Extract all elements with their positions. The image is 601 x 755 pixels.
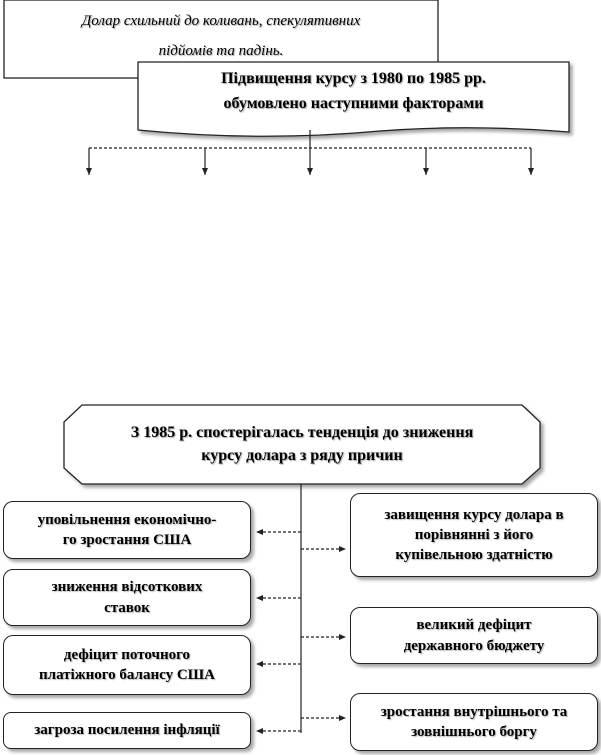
left-item-4 [3,712,251,749]
left-item-2 [3,569,251,626]
left-item-2-line-1: зниження відсоткових [51,579,203,596]
right-item-3-line-1: зростання внутрішнього та [380,703,568,720]
right-item-2-line-1: великий дефіцит [416,617,532,634]
right-item-1 [350,493,598,577]
center-box-text [64,421,540,467]
banner-text [138,66,569,116]
center-line-1: З 1985 р. спостерігалась тенденція до зниження [130,424,474,441]
left-item-1 [3,501,251,559]
right-item-2 [350,607,598,664]
top-note-line-1: Долар схильний до коливань, спекулятивних [81,13,361,29]
right-item-3-line-2: зовнішнього боргу [411,724,537,740]
right-item-1-line-2: порівнянні з його [414,526,534,543]
left-item-3-line-1: дефіцит поточного [63,646,191,663]
right-item-3 [350,693,598,751]
top-note-line-2: підйомів та падінь. [158,43,284,59]
left-item-4-line-1: загроза посилення інфляції [34,722,220,739]
banner-line-1: Підвищення курсу з 1980 по 1985 рр. [221,70,486,87]
banner-line-2: обумовлено наступними факторами [223,95,484,112]
center-line-2: курсу долара з ряду причин [201,447,403,464]
right-item-1-line-3: купівельною здатністю [395,547,553,564]
right-item-1-line-1: завищення курсу долара в [384,506,564,523]
top-note-text [4,6,438,66]
left-item-1-line-1: уповільнення економічно- [37,511,217,528]
left-item-2-line-2: ставок [104,599,150,616]
left-item-3-line-2: платіжного балансу США [39,667,215,683]
left-item-3 [3,635,251,695]
right-item-2-line-2: державного бюджету [403,637,545,654]
left-item-1-line-2: го зростання США [62,532,192,548]
